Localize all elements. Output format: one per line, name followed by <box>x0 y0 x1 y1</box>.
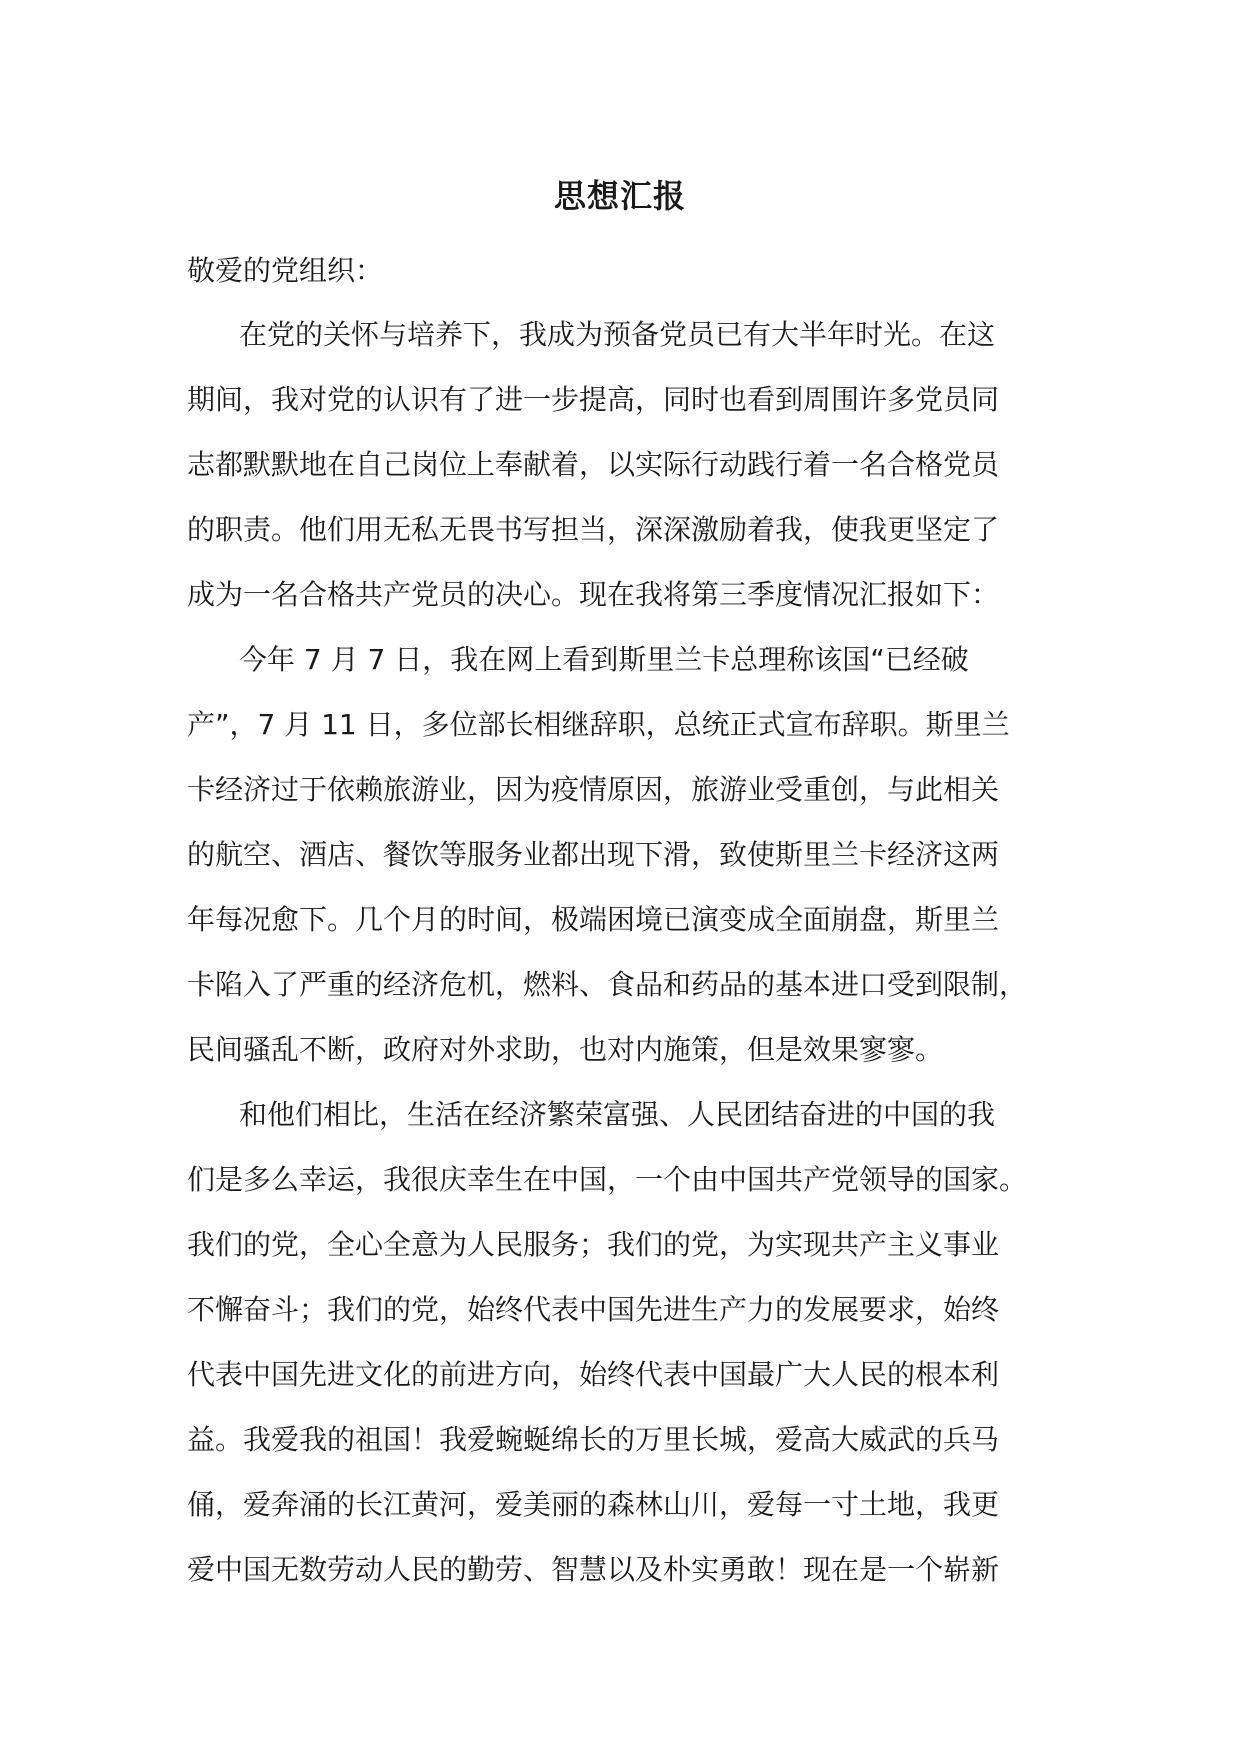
paragraph-line: 们是多么幸运，我很庆幸生在中国，一个由中国共产党领导的国家。 <box>187 1163 1028 1196</box>
paragraph-line: 成为一名合格共产党员的决心。现在我将第三季度情况汇报如下： <box>187 578 1000 611</box>
paragraph-line: 今年 7 月 7 日，我在网上看到斯里兰卡总理称该国“已经破 <box>239 643 969 676</box>
paragraph-line: 民间骚乱不断，政府对外求助，也对内施策，但是效果寥寥。 <box>187 1033 944 1066</box>
paragraph-line: 代表中国先进文化的前进方向，始终代表中国最广大人民的根本利 <box>187 1358 1000 1391</box>
paragraph-line: 产”，7 月 11 日，多位部长相继辞职，总统正式宣布辞职。斯里兰 <box>187 708 1010 741</box>
paragraph-3 <box>187 1082 1067 1602</box>
paragraph-line: 我们的党，全心全意为人民服务；我们的党，为实现共产主义事业 <box>187 1228 1000 1261</box>
paragraph-line: 在党的关怀与培养下，我成为预备党员已有大半年时光。在这 <box>239 318 996 351</box>
paragraph-1 <box>187 302 1067 627</box>
document-body <box>187 238 1067 1602</box>
paragraph-2 <box>187 627 1067 1082</box>
salutation: 敬爱的党组织： <box>187 254 384 287</box>
paragraph-line: 和他们相比，生活在经济繁荣富强、人民团结奋进的中国的我 <box>239 1098 996 1131</box>
paragraph-line: 俑，爱奔涌的长江黄河，爱美丽的森林山川，爱每一寸土地，我更 <box>187 1488 1000 1521</box>
paragraph-line: 不懈奋斗；我们的党，始终代表中国先进生产力的发展要求，始终 <box>187 1293 1000 1326</box>
paragraph-line: 的航空、酒店、餐饮等服务业都出现下滑，致使斯里兰卡经济这两 <box>187 838 1000 871</box>
paragraph-line: 益。我爱我的祖国！我爱蜿蜒绵长的万里长城，爱高大威武的兵马 <box>187 1423 1000 1456</box>
paragraph-line: 期间，我对党的认识有了进一步提高，同时也看到周围许多党员同 <box>187 383 1000 416</box>
paragraph-line: 志都默默地在自己岗位上奉献着，以实际行动践行着一名合格党员 <box>187 448 1000 481</box>
paragraph-line: 爱中国无数劳动人民的勤劳、智慧以及朴实勇敢！现在是一个崭新 <box>187 1553 1000 1586</box>
document-title: 思想汇报 <box>553 177 686 215</box>
paragraph-line: 卡经济过于依赖旅游业，因为疫情原因，旅游业受重创，与此相关 <box>187 773 1000 806</box>
paragraph-line: 卡陷入了严重的经济危机，燃料、食品和药品的基本进口受到限制， <box>187 968 1028 1001</box>
paragraph-line: 的职责。他们用无私无畏书写担当，深深激励着我，使我更坚定了 <box>187 513 1000 546</box>
paragraph-line: 年每况愈下。几个月的时间，极端困境已演变成全面崩盘，斯里兰 <box>187 903 1000 936</box>
